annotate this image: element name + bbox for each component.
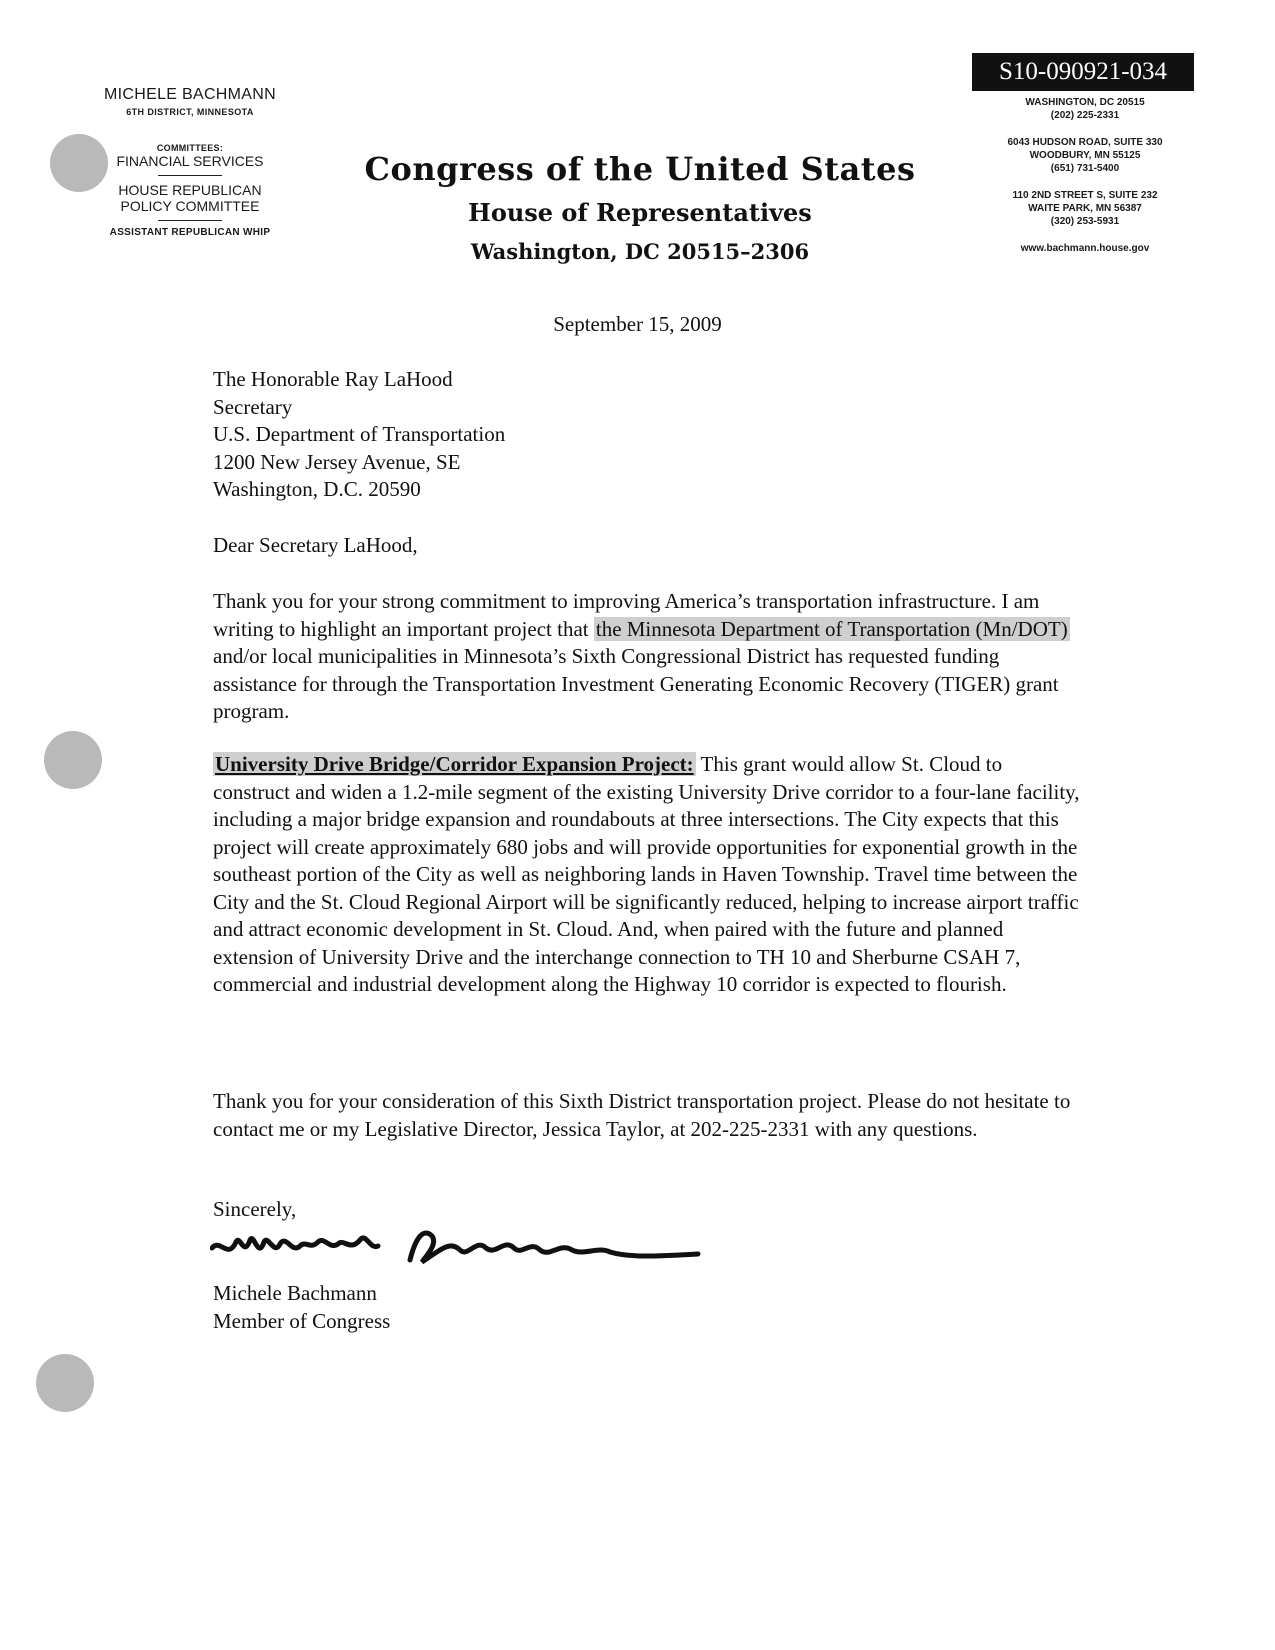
- committee-policy-line2: POLICY COMMITTEE: [120, 198, 260, 214]
- highlighted-project-title: University Drive Bridge/Corridor Expansion Project:: [215, 752, 694, 776]
- paragraph-text: and/or local municipalities in Minnesota’s Sixth Congressional District has requested funding assistance for through the Transportation Investment Generating Economic Recovery (TIGER) grant program.: [213, 644, 1059, 723]
- whip-title: ASSISTANT REPUBLICAN WHIP: [109, 227, 271, 238]
- office-line: 110 2ND STREET S, SUITE 232: [1012, 190, 1158, 201]
- address-line: The Honorable Ray LaHood: [213, 367, 453, 391]
- punch-hole: [44, 731, 102, 789]
- address-line: Washington, D.C. 20590: [213, 477, 421, 501]
- committee-financial: FINANCIAL SERVICES: [116, 153, 264, 169]
- punch-hole: [50, 134, 108, 192]
- member-district: 6TH DISTRICT, MINNESOTA: [126, 107, 254, 117]
- paragraph-intro: [213, 588, 1083, 726]
- office-line: 6043 HUDSON ROAD, SUITE 330: [1007, 137, 1163, 148]
- closing: Sincerely,: [213, 1197, 297, 1221]
- congress-title: Congress of the United States: [364, 150, 916, 188]
- office-line: WASHINGTON, DC 20515: [1025, 97, 1145, 108]
- committees-label: COMMITTEES:: [156, 143, 224, 153]
- member-name: MICHELE BACHMANN: [104, 86, 276, 103]
- house-title: House of Representatives: [468, 198, 812, 227]
- letter-date: September 15, 2009: [553, 312, 722, 336]
- address-line: 1200 New Jersey Avenue, SE: [213, 449, 461, 474]
- paragraph-closing: Thank you for your consideration of this Sixth District transportation project. Please do not hesitate to contact me or my Legislative Director, Jessica Taylor, at 202-225-2331 with any questions.: [213, 1089, 1071, 1141]
- city-line: Washington, DC 20515–2306: [470, 239, 810, 264]
- divider: [158, 220, 222, 221]
- address-line: Secretary: [213, 394, 293, 419]
- document-id-stamp: S10-090921-034: [972, 53, 1194, 91]
- office-dc: [980, 96, 1190, 122]
- punch-hole: [36, 1354, 94, 1412]
- office-line: WOODBURY, MN 55125: [1029, 150, 1141, 161]
- office-line: (202) 225-2331: [1050, 110, 1120, 121]
- salutation: Dear Secretary LaHood,: [213, 533, 418, 557]
- office-line: (320) 253-5931: [1050, 216, 1120, 227]
- signer-title: Member of Congress: [213, 1308, 391, 1333]
- signature: [210, 1220, 730, 1280]
- office-woodbury: [980, 136, 1190, 175]
- office-line: (651) 731-5400: [1050, 163, 1120, 174]
- paragraph-text: Thank you for your strong commitment to improving America’s transportation infrastructure. I am writing to highlight an important project that: [213, 589, 1040, 641]
- signer-name: Michele Bachmann: [213, 1281, 377, 1305]
- signer-block: [213, 1280, 390, 1335]
- website-link[interactable]: www.bachmann.house.gov: [1020, 243, 1150, 254]
- office-line: WAITE PARK, MN 56387: [1028, 203, 1142, 214]
- committee-policy-line1: HOUSE REPUBLICAN: [118, 182, 262, 198]
- highlighted-agency: the Minnesota Department of Transportation (Mn/DOT): [595, 616, 1068, 641]
- letterhead-right: [980, 96, 1190, 255]
- address-line: U.S. Department of Transportation: [213, 422, 506, 446]
- letterhead-title-block: [340, 150, 940, 264]
- paragraph-project: [213, 751, 1083, 999]
- recipient-address: [213, 366, 1083, 504]
- divider: [158, 175, 222, 176]
- paragraph-text: This grant would allow St. Cloud to construct and widen a 1.2-mile segment of the existing University Drive corridor to a four-lane facility, including a major bridge expansion and roundabouts at three intersections. The City expects that this project will create approximately 680 jobs and will provide opportunities for exponential growth in the southeast portion of the City as well as neighboring lands in Haven Township. Travel time between the City and the St. Cloud Regional Airport will be significantly reduced, helping to increase airport traffic and attract economic development in St. Cloud. And, when paired with the future and planned extension of University Drive and the interchange connection to TH 10 and Sherburne CSAH 7, commercial and industrial development along the Highway 10 corridor is expected to flourish.: [213, 752, 1080, 996]
- office-waite-park: [980, 189, 1190, 228]
